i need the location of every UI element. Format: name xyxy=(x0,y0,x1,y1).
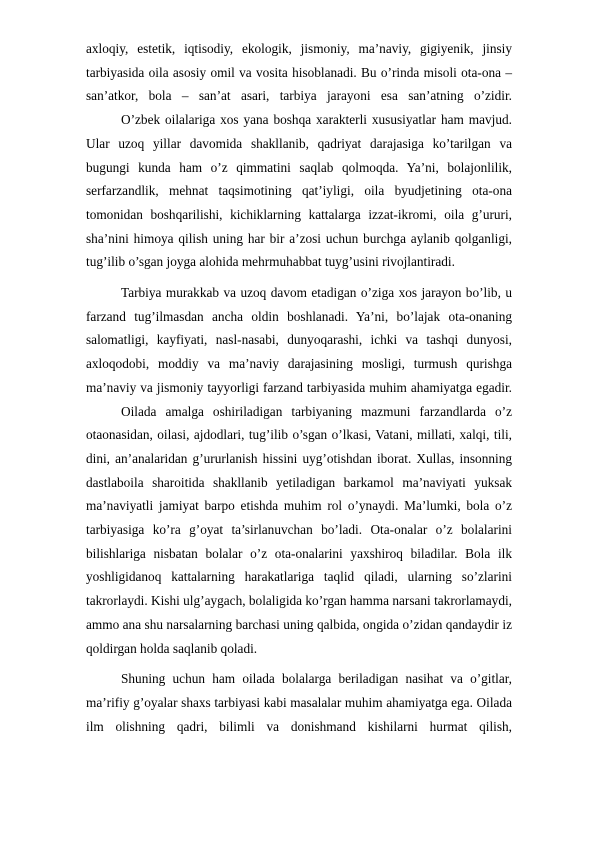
paragraph-1: axloqiy, estetik, iqtisodiy, ekologik, jismoniy, ma’naviy, gigiyenik, jinsiy tarbiyasida oila asosiy omil va vosita hisoblanadi. Bu o’rinda misoli ota-ona – san’atkor, bola – san’at asari, tarbiya jarayoni esa san’atning o’zidir. xyxy=(86,41,512,104)
paragraph-4: Oilada amalga oshiriladigan tarbiyaning mazmuni farzandlarda o’z otaonasidan, oilasi, ajdodlari, tug’ilib o’sgan o’lkasi, Vatani, millati, xalqi, tili, dini, an’analaridan g’ururlanish hissini uyg’otishdan iborat. Xullas, insonning dastlaboila sharoitida shakllanib yetiladigan barkamol ma’naviyati yuksak ma’naviyatli jamiyat barpo etishda muhim rol o’ynaydi. Ma’lumki, bola o’z tarbiyasiga ko’ra g’oyat ta’sirlanuvchan bo’ladi. Ota-onalar o’z bolalarini bilishlariga nisbatan bolalar o’z ota-onalarini yaxshiroq biladilar. Bola ilk yoshligidanoq kattalarning harakatlariga taqlid qiladi, ularning so’zlarini takrorlaydi. Kishi ulg’aygach, bolaligida ko’rgan hamma narsani takrorlamaydi, ammo ana shu narsalarning barchasi uning qalbida, ongida o’zidan qandaydir iz qoldirgan holda saqlanib qoladi. xyxy=(86,403,512,656)
document-page xyxy=(86,37,512,738)
paragraph-5: Shuning uchun ham oilada bolalarga beriladigan nasihat va o’gitlar, ma’rifiy g’oyalar shaxs tarbiyasi kabi masalalar muhim ahamiyatga ega. Oilada ilm olishning qadri, bilimli va donishmand kishilarni hurmat qilish, xyxy=(86,671,512,734)
paragraph-3: Tarbiya murakkab va uzoq davom etadigan o’ziga xos jarayon bo’lib, u farzand tug’ilmasdan ancha oldin boshlanadi. Ya’ni, bo’lajak ota-onaning salomatligi, kayfiyati, nasl-nasabi, dunyoqarashi, ichki va tashqi dunyosi, axloqodobi, moddiy va ma’naviy darajasining mosligi, turmush qurishga ma’naviy va jismoniy tayyorligi farzand tarbiyasida muhim ahamiyatga egadir. xyxy=(86,285,512,395)
paragraph-2: O’zbek oilalariga xos yana boshqa xarakterli xususiyatlar ham mavjud. Ular uzoq yillar davomida shakllanib, qadriyat darajasiga ko’tarilgan va bugungi kunda ham o’z qimmatini saqlab qolmoqda. Ya’ni, bolajonlilik, serfarzandlik, mehnat taqsimotining qat’iyligi, oila byudjetining ota-ona tomonidan boshqarilishi, kichiklarning kattalarga izzat-ikromi, oila g’ururi, sha’nini himoya qilish uning har bir a’zosi uchun burchga aylanib qolganligi, tug’ilib o’sgan joyga alohida mehrmuhabbat tuyg’usini rivojlantiradi. xyxy=(86,112,512,270)
